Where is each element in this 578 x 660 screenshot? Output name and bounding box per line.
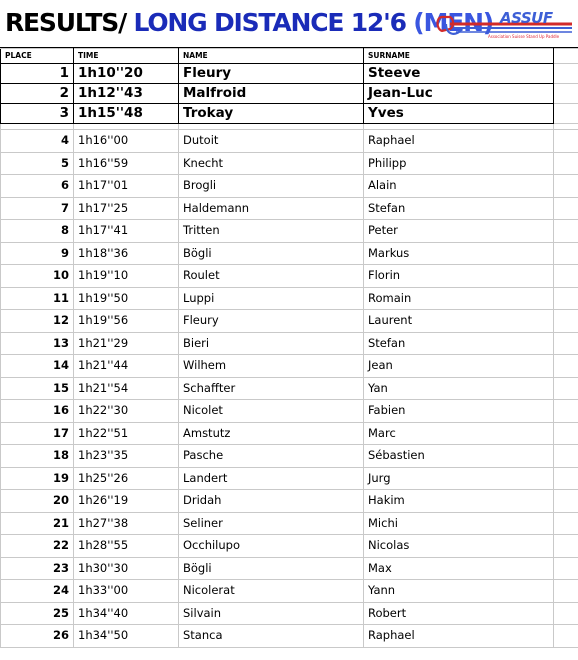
time-cell: 1h23''35 — [74, 445, 179, 468]
place-cell: 15 — [1, 377, 74, 400]
surname-cell: Stefan — [364, 332, 554, 355]
place-cell: 21 — [1, 512, 74, 535]
surname-cell: Jean — [364, 355, 554, 378]
name-cell: Fleury — [179, 64, 364, 84]
time-cell: 1h33''00 — [74, 580, 179, 603]
empty-cell — [554, 265, 578, 288]
empty-cell — [554, 332, 578, 355]
empty-cell — [554, 625, 578, 648]
name-cell: Schaffter — [179, 377, 364, 400]
table-row — [1, 220, 578, 243]
podium-row — [1, 84, 578, 104]
place-cell: 26 — [1, 625, 74, 648]
name-cell: Nicolerat — [179, 580, 364, 603]
name-cell: Bögli — [179, 557, 364, 580]
surname-cell: Steeve — [364, 64, 554, 84]
surname-cell: Nicolas — [364, 535, 554, 558]
time-cell: 1h19''10 — [74, 265, 179, 288]
empty-cell — [554, 197, 578, 220]
empty-cell — [554, 377, 578, 400]
name-cell: Amstutz — [179, 422, 364, 445]
place-cell: 3 — [1, 104, 74, 124]
surname-cell: Michi — [364, 512, 554, 535]
name-cell: Roulet — [179, 265, 364, 288]
table-row — [1, 602, 578, 625]
time-cell: 1h12''43 — [74, 84, 179, 104]
surname-cell: Marc — [364, 422, 554, 445]
time-cell: 1h17''41 — [74, 220, 179, 243]
time-cell: 1h15''48 — [74, 104, 179, 124]
empty-cell — [554, 422, 578, 445]
table-row — [1, 197, 578, 220]
time-cell: 1h34''50 — [74, 625, 179, 648]
surname-cell: Peter — [364, 220, 554, 243]
time-cell: 1h21''29 — [74, 332, 179, 355]
surname-cell: Raphael — [364, 130, 554, 153]
time-cell: 1h34''40 — [74, 602, 179, 625]
name-cell: Pasche — [179, 445, 364, 468]
table-row — [1, 265, 578, 288]
surname-cell: Max — [364, 557, 554, 580]
results-table — [0, 48, 578, 648]
table-row — [1, 355, 578, 378]
name-cell: Occhilupo — [179, 535, 364, 558]
surname-cell: Stefan — [364, 197, 554, 220]
empty-cell — [554, 490, 578, 513]
table-row — [1, 445, 578, 468]
surname-cell: Jean-Luc — [364, 84, 554, 104]
time-cell: 1h18''36 — [74, 242, 179, 265]
empty-cell — [554, 104, 578, 124]
place-cell: 20 — [1, 490, 74, 513]
name-cell: Silvain — [179, 602, 364, 625]
empty-cell — [554, 64, 578, 84]
time-cell: 1h16''59 — [74, 152, 179, 175]
table-row — [1, 332, 578, 355]
time-cell: 1h27''38 — [74, 512, 179, 535]
name-cell: Dutoit — [179, 130, 364, 153]
empty-cell — [554, 220, 578, 243]
name-cell: Tritten — [179, 220, 364, 243]
name-cell: Stanca — [179, 625, 364, 648]
title-category: (MEN) — [413, 8, 494, 37]
place-cell: 14 — [1, 355, 74, 378]
surname-cell: Sébastien — [364, 445, 554, 468]
time-cell: 1h22''30 — [74, 400, 179, 423]
name-cell: Fleury — [179, 310, 364, 333]
empty-cell — [554, 242, 578, 265]
place-cell: 13 — [1, 332, 74, 355]
title-results: RESULTS/ — [5, 8, 127, 37]
place-cell: 25 — [1, 602, 74, 625]
empty-cell — [554, 84, 578, 104]
header-row — [1, 49, 578, 64]
time-cell: 1h25''26 — [74, 467, 179, 490]
place-cell: 11 — [1, 287, 74, 310]
name-cell: Trokay — [179, 104, 364, 124]
table-row — [1, 580, 578, 603]
surname-cell: Florin — [364, 265, 554, 288]
name-cell: Knecht — [179, 152, 364, 175]
empty-cell — [554, 310, 578, 333]
empty-cell — [554, 557, 578, 580]
empty-cell — [554, 287, 578, 310]
surname-cell: Yan — [364, 377, 554, 400]
logo-subtitle: Association Suisse Stand Up Paddle — [488, 34, 560, 39]
table-row — [1, 535, 578, 558]
name-cell: Malfroid — [179, 84, 364, 104]
surname-cell: Jurg — [364, 467, 554, 490]
title-event: LONG DISTANCE 12'6 — [133, 8, 406, 37]
place-cell: 23 — [1, 557, 74, 580]
name-cell: Bögli — [179, 242, 364, 265]
table-row — [1, 557, 578, 580]
place-cell: 1 — [1, 64, 74, 84]
table-row — [1, 287, 578, 310]
table-row — [1, 175, 578, 198]
name-cell: Luppi — [179, 287, 364, 310]
surname-cell: Hakim — [364, 490, 554, 513]
table-row — [1, 310, 578, 333]
table-row — [1, 152, 578, 175]
title-row — [0, 0, 578, 48]
empty-cell — [554, 602, 578, 625]
surname-cell: Alain — [364, 175, 554, 198]
place-cell: 5 — [1, 152, 74, 175]
table-row — [1, 467, 578, 490]
time-cell: 1h28''55 — [74, 535, 179, 558]
logo-name: ASSUF — [500, 9, 553, 27]
empty-cell — [554, 49, 578, 64]
time-cell: 1h17''25 — [74, 197, 179, 220]
empty-cell — [554, 512, 578, 535]
empty-cell — [554, 400, 578, 423]
name-cell: Bieri — [179, 332, 364, 355]
empty-cell — [554, 580, 578, 603]
name-cell: Brogli — [179, 175, 364, 198]
header-name: NAME — [179, 49, 364, 64]
time-cell: 1h10''20 — [74, 64, 179, 84]
surname-cell: Yann — [364, 580, 554, 603]
surname-cell: Raphael — [364, 625, 554, 648]
page-title — [5, 6, 493, 40]
name-cell: Haldemann — [179, 197, 364, 220]
place-cell: 4 — [1, 130, 74, 153]
table-row — [1, 625, 578, 648]
name-cell: Seliner — [179, 512, 364, 535]
time-cell: 1h30''30 — [74, 557, 179, 580]
empty-cell — [554, 467, 578, 490]
empty-cell — [554, 445, 578, 468]
place-cell: 7 — [1, 197, 74, 220]
surname-cell: Laurent — [364, 310, 554, 333]
place-cell: 18 — [1, 445, 74, 468]
place-cell: 6 — [1, 175, 74, 198]
table-row — [1, 512, 578, 535]
empty-cell — [554, 152, 578, 175]
surname-cell: Markus — [364, 242, 554, 265]
table-row — [1, 242, 578, 265]
name-cell: Wilhem — [179, 355, 364, 378]
time-cell: 1h22''51 — [74, 422, 179, 445]
empty-cell — [554, 355, 578, 378]
surname-cell: Romain — [364, 287, 554, 310]
empty-cell — [554, 535, 578, 558]
place-cell: 12 — [1, 310, 74, 333]
place-cell: 24 — [1, 580, 74, 603]
place-cell: 16 — [1, 400, 74, 423]
table-row — [1, 422, 578, 445]
time-cell: 1h26''19 — [74, 490, 179, 513]
time-cell: 1h21''54 — [74, 377, 179, 400]
empty-cell — [554, 130, 578, 153]
place-cell: 10 — [1, 265, 74, 288]
header-place: PLACE — [1, 49, 74, 64]
name-cell: Nicolet — [179, 400, 364, 423]
place-cell: 2 — [1, 84, 74, 104]
table-row — [1, 377, 578, 400]
time-cell: 1h21''44 — [74, 355, 179, 378]
surname-cell: Fabien — [364, 400, 554, 423]
time-cell: 1h16''00 — [74, 130, 179, 153]
time-cell: 1h17''01 — [74, 175, 179, 198]
empty-cell — [554, 175, 578, 198]
surname-cell: Robert — [364, 602, 554, 625]
place-cell: 8 — [1, 220, 74, 243]
surname-cell: Yves — [364, 104, 554, 124]
place-cell: 17 — [1, 422, 74, 445]
table-row — [1, 130, 578, 153]
surname-cell: Philipp — [364, 152, 554, 175]
time-cell: 1h19''50 — [74, 287, 179, 310]
table-row — [1, 490, 578, 513]
header-surname: SURNAME — [364, 49, 554, 64]
podium-row — [1, 104, 578, 124]
table-row — [1, 400, 578, 423]
time-cell: 1h19''56 — [74, 310, 179, 333]
name-cell: Landert — [179, 467, 364, 490]
place-cell: 22 — [1, 535, 74, 558]
name-cell: Dridah — [179, 490, 364, 513]
place-cell: 19 — [1, 467, 74, 490]
podium-row — [1, 64, 578, 84]
place-cell: 9 — [1, 242, 74, 265]
header-time: TIME — [74, 49, 179, 64]
